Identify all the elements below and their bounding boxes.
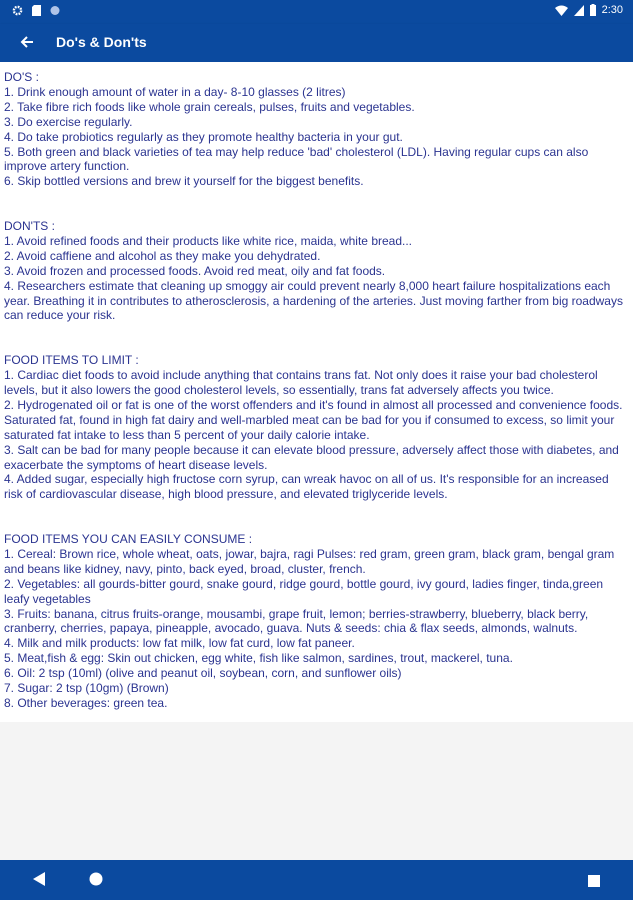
list-item: 2. Take fibre rich foods like whole grain cereals, pulses, fruits and vegetables. <box>4 99 415 114</box>
app-toolbar <box>0 24 633 62</box>
section-title: FOOD ITEMS TO LIMIT : <box>4 353 139 368</box>
section-title: DO'S : <box>4 70 39 84</box>
list-item: 6. Oil: 2 tsp (10ml) (olive and peanut oil, soybean, corn, and sunflower oils) <box>4 666 402 681</box>
section <box>4 353 630 502</box>
square-recents-icon <box>588 875 600 887</box>
list-item: 4. Do take probiotics regularly as they promote healthy bacteria in your gut. <box>4 129 403 144</box>
nav-recents-button[interactable] <box>588 874 600 892</box>
nav-home-button[interactable] <box>89 872 103 891</box>
status-time: 2:30 <box>601 4 623 16</box>
list-item: 4. Added sugar, especially high fructose corn syrup, can wreak havoc on all of us. It's responsible for an increased risk of cardiovascular disease, high blood pressure, and elevated triglyceride levels. <box>4 472 609 502</box>
shield-icon <box>50 5 60 16</box>
list-item: 1. Drink enough amount of water in a day- 8-10 glasses (2 litres) <box>4 84 346 99</box>
list-item: 4. Milk and milk products: low fat milk, low fat curd, low fat paneer. <box>4 636 355 651</box>
nav-back-button[interactable] <box>33 872 45 891</box>
list-item: 1. Avoid refined foods and their products like white rice, maida, white bread... <box>4 233 413 248</box>
section <box>4 70 630 189</box>
list-item: 3. Avoid frozen and processed foods. Avoid red meat, oily and fat foods. <box>4 263 386 278</box>
list-item: 8. Other beverages: green tea. <box>4 696 168 711</box>
list-item: 7. Sugar: 2 tsp (10gm) (Brown) <box>4 681 169 696</box>
list-item: 5. Meat,fish & egg: Skin out chicken, egg white, fish like salmon, sardines, trout, mackerel, tuna. <box>4 651 513 666</box>
list-item: 1. Cereal: Brown rice, whole wheat, oats, jowar, bajra, ragi Pulses: red gram, green gram, black gram, bengal gram and beans like kidney, navy, pinto, back eyed, broad, cluster, french. <box>4 546 615 576</box>
content-scroll-area[interactable] <box>0 62 633 722</box>
list-item: 2. Hydrogenated oil or fat is one of the worst offenders and it's found in almost all processed and convenience foods. Saturated fat, found in high fat dairy and well-marbled meat can be bad for you if consumed to excess, so limit your saturated fat intake to less than 5 percent of your daily calorie intake. <box>4 397 623 442</box>
list-item: 2. Vegetables: all gourds-bitter gourd, snake gourd, ridge gourd, bottle gourd, ivy gourd, ladies finger, tinda,green leafy vegetables <box>4 576 604 606</box>
section-title: DON'TS : <box>4 219 55 234</box>
page-title: Do's & Don'ts <box>56 34 147 50</box>
list-item: 3. Salt can be bad for many people because it can elevate blood pressure, adversely affect those with diabetes, and exacerbate the symptoms of heart disease levels. <box>4 442 619 472</box>
list-item: 3. Do exercise regularly. <box>4 114 133 129</box>
sd-card-icon <box>32 5 41 16</box>
arrow-left-icon <box>20 35 34 49</box>
list-item: 4. Researchers estimate that cleaning up smoggy air could prevent nearly 8,000 heart failure hospitalizations each year. Breathing it in contributes to atherosclerosis, a hardening of the arteries. Just moving farther from big roadways can reduce your risk. <box>4 278 623 323</box>
list-item: 6. Skip bottled versions and brew it yourself for the biggest benefits. <box>4 174 364 189</box>
back-button[interactable] <box>16 31 38 53</box>
status-bar <box>0 0 633 24</box>
system-nav-bar <box>0 860 633 900</box>
battery-icon <box>590 4 596 16</box>
section <box>4 219 630 323</box>
wifi-icon <box>555 5 568 16</box>
signal-icon <box>574 5 584 16</box>
list-item: 5. Both green and black varieties of tea may help reduce 'bad' cholesterol (LDL). Having regular cups can also improve artery function. <box>4 144 589 174</box>
triangle-back-icon <box>33 872 45 886</box>
section-title: FOOD ITEMS YOU CAN EASILY CONSUME : <box>4 532 253 547</box>
list-item: 3. Fruits: banana, citrus fruits-orange, mousambi, grape fruit, lemon; berries-strawberry, blueberry, black berry, cranberry, cherries, papaya, pineapple, avocado, guava. Nuts & seeds: chia & flax seeds, almonds, walnuts. <box>4 606 589 636</box>
settings-icon <box>12 5 23 16</box>
list-item: 1. Cardiac diet foods to avoid include anything that contains trans fat. Not only does it raise your bad cholesterol levels, but it also lowers the good cholesterol levels, so essentially, trans fat adversely affects you twice. <box>4 368 598 397</box>
circle-home-icon <box>89 872 103 886</box>
article-text <box>0 62 633 711</box>
section <box>4 532 630 711</box>
list-item: 2. Avoid caffiene and alcohol as they make you dehydrated. <box>4 248 321 263</box>
